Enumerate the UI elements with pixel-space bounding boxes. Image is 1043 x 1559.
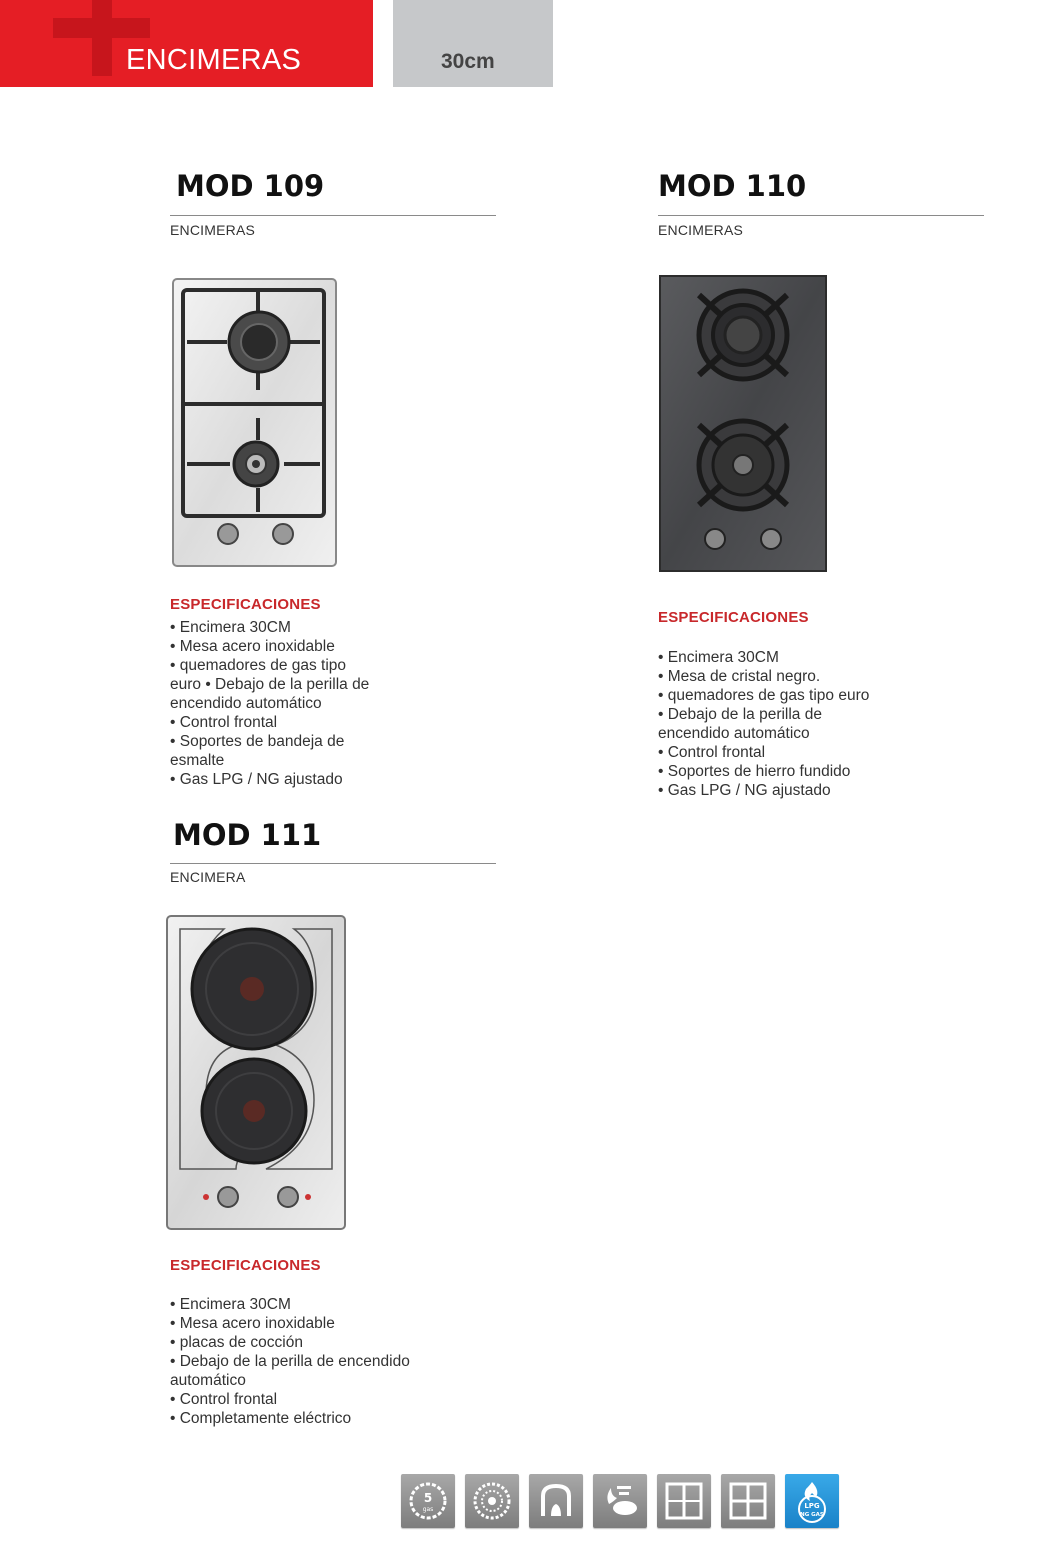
burner-ring-icon [465,1474,519,1528]
section-title: ENCIMERAS [126,44,302,76]
pan-support-icon [529,1474,583,1528]
product-title-mod-109: MOD 109 [176,169,325,203]
list-item: • Mesa acero inoxidable [170,638,335,655]
list-item: esmalte [170,752,225,769]
list-item: euro • Debajo de la perilla de [170,676,370,693]
list-item: • Control frontal [170,714,278,731]
list-item: • Gas LPG / NG ajustado [658,782,831,799]
list-item: • Mesa de cristal negro. [658,668,821,685]
size-tab [393,0,553,87]
list-item: • Mesa acero inoxidable [170,1315,335,1332]
list-item: • Soportes de hierro fundido [658,763,851,780]
list-item: • Debajo de la perilla de encendido [170,1353,410,1370]
cross-logo-icon [92,0,112,76]
5-gas-burner-icon [401,1474,455,1528]
cross-logo-bar [53,18,150,38]
list-item: encendido automático [170,695,322,712]
list-item: • Control frontal [170,1391,278,1408]
specifications-heading: ESPECIFICACIONES [170,596,321,613]
lpg-label: LPG [804,1502,820,1510]
two-zone-layout-icon [657,1474,711,1528]
list-item: • Debajo de la perilla de [658,706,822,723]
product-title-mod-110: MOD 110 [658,169,807,203]
feature-icon-strip [401,1474,839,1528]
list-item: • Encimera 30CM [170,619,291,636]
title-divider [170,215,496,216]
spec-list [658,648,948,800]
list-item: • Gas LPG / NG ajustado [170,771,343,788]
section-header-banner [0,0,373,87]
title-divider [658,215,984,216]
product-title-mod-111: MOD 111 [173,818,322,852]
list-item: • Encimera 30CM [170,1296,291,1313]
four-zone-layout-icon [721,1474,775,1528]
specifications-heading: ESPECIFICACIONES [658,609,809,626]
product-category: ENCIMERAS [170,222,256,238]
list-item: • quemadores de gas tipo euro [658,687,870,704]
title-divider [170,863,496,864]
spec-list [170,1295,470,1428]
list-item: • Completamente eléctrico [170,1410,352,1427]
five-gas-number: 5 [423,1491,433,1505]
list-item: • Control frontal [658,744,766,761]
specifications-heading: ESPECIFICACIONES [170,1257,321,1274]
ng-gas-label: NG GAS [800,1512,824,1518]
stainless-gas-hob-2-burner-image [172,278,338,568]
list-item: • placas de cocción [170,1334,303,1351]
size-label: 30cm [441,50,495,73]
list-item: encendido automático [658,725,810,742]
product-category: ENCIMERA [170,869,246,885]
spec-list [170,618,430,789]
product-category: ENCIMERAS [658,222,744,238]
five-gas-sub: gas [422,1506,434,1513]
list-item: automático [170,1372,246,1389]
list-item: • quemadores de gas tipo [170,657,347,674]
auto-ignition-flame-icon [593,1474,647,1528]
lpg-ng-gas-icon [785,1474,839,1528]
list-item: • Soportes de bandeja de [170,733,345,750]
electric-hob-2-plate-image [166,915,348,1232]
list-item: • Encimera 30CM [658,649,779,666]
black-glass-gas-hob-2-burner-image [659,275,827,572]
